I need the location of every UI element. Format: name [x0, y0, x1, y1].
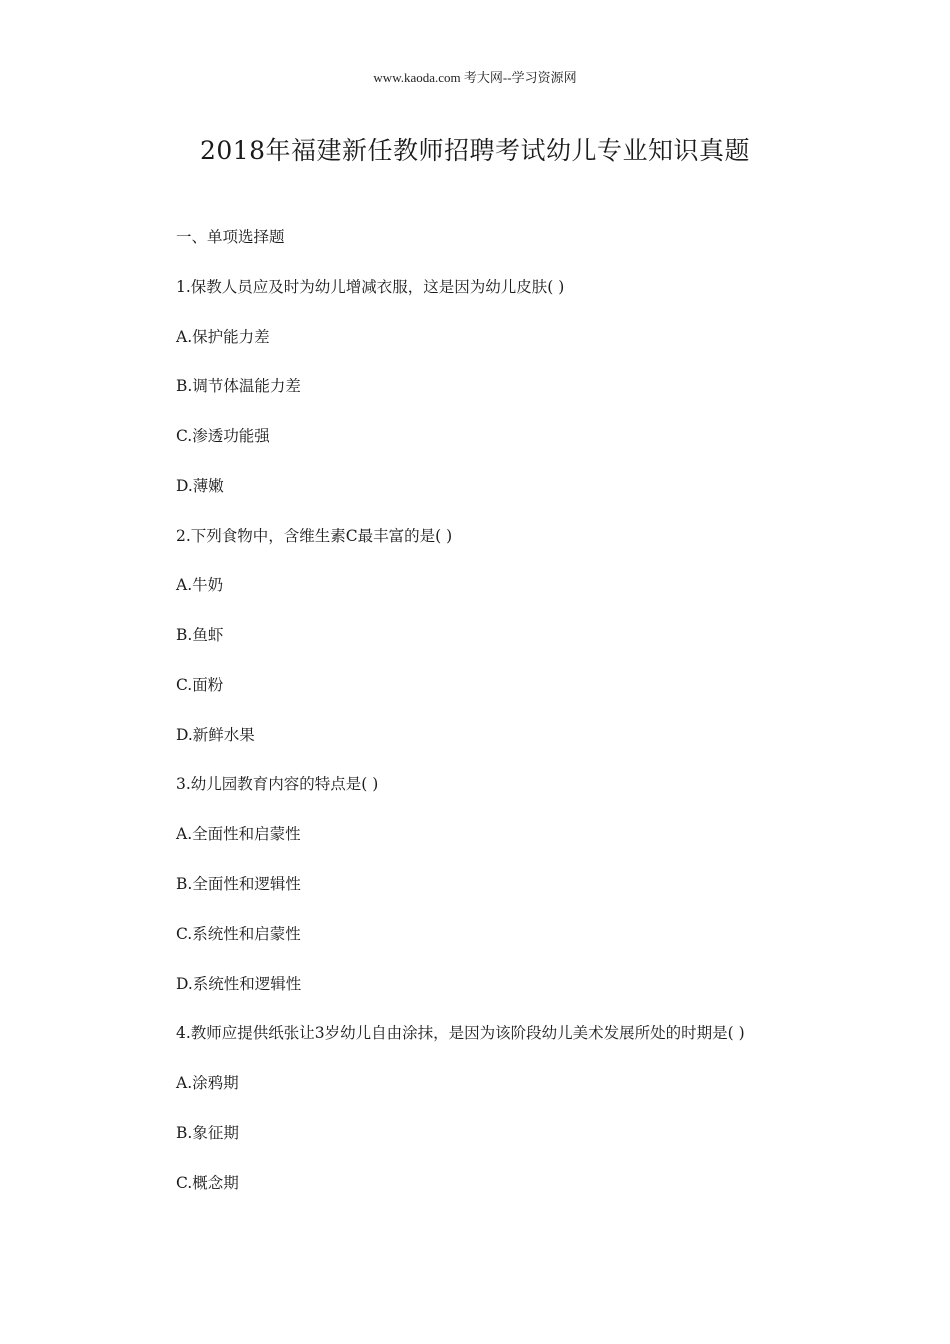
document-title: 2018年福建新任教师招聘考试幼儿专业知识真题: [199, 136, 751, 165]
site-header: www.kaoda.com 考大网--学习资源网: [373, 70, 577, 85]
question-3-stem: 3.幼儿园教育内容的特点是( ): [176, 775, 379, 793]
question-3-option-b: B.全面性和逻辑性: [176, 875, 301, 893]
question-3-option-a: A.全面性和启蒙性: [176, 825, 301, 843]
question-4-option-a: A.涂鸦期: [176, 1074, 239, 1092]
question-1-option-a: A.保护能力差: [176, 328, 270, 346]
question-2-option-d: D.新鲜水果: [176, 726, 255, 744]
question-1-option-c: C.渗透功能强: [176, 427, 270, 445]
question-2-option-c: C.面粉: [176, 676, 224, 694]
question-2-option-a: A.牛奶: [176, 576, 224, 594]
section-heading: 一、单项选择题: [176, 228, 285, 246]
question-4-option-c: C.概念期: [176, 1174, 239, 1192]
question-2-option-b: B.鱼虾: [176, 626, 224, 644]
question-4-option-b: B.象征期: [176, 1124, 239, 1142]
question-3-option-d: D.系统性和逻辑性: [176, 975, 302, 993]
question-3-option-c: C.系统性和启蒙性: [176, 925, 301, 943]
question-4-stem: 4.教师应提供纸张让3岁幼儿自由涂抹，是因为该阶段幼儿美术发展所处的时期是( ): [176, 1024, 745, 1042]
question-1-stem: 1.保教人员应及时为幼儿增减衣服，这是因为幼儿皮肤( ): [176, 278, 565, 296]
question-1-option-d: D.薄嫩: [176, 477, 224, 495]
question-2-stem: 2.下列食物中，含维生素C最丰富的是( ): [176, 527, 453, 545]
question-1-option-b: B.调节体温能力差: [176, 377, 301, 395]
